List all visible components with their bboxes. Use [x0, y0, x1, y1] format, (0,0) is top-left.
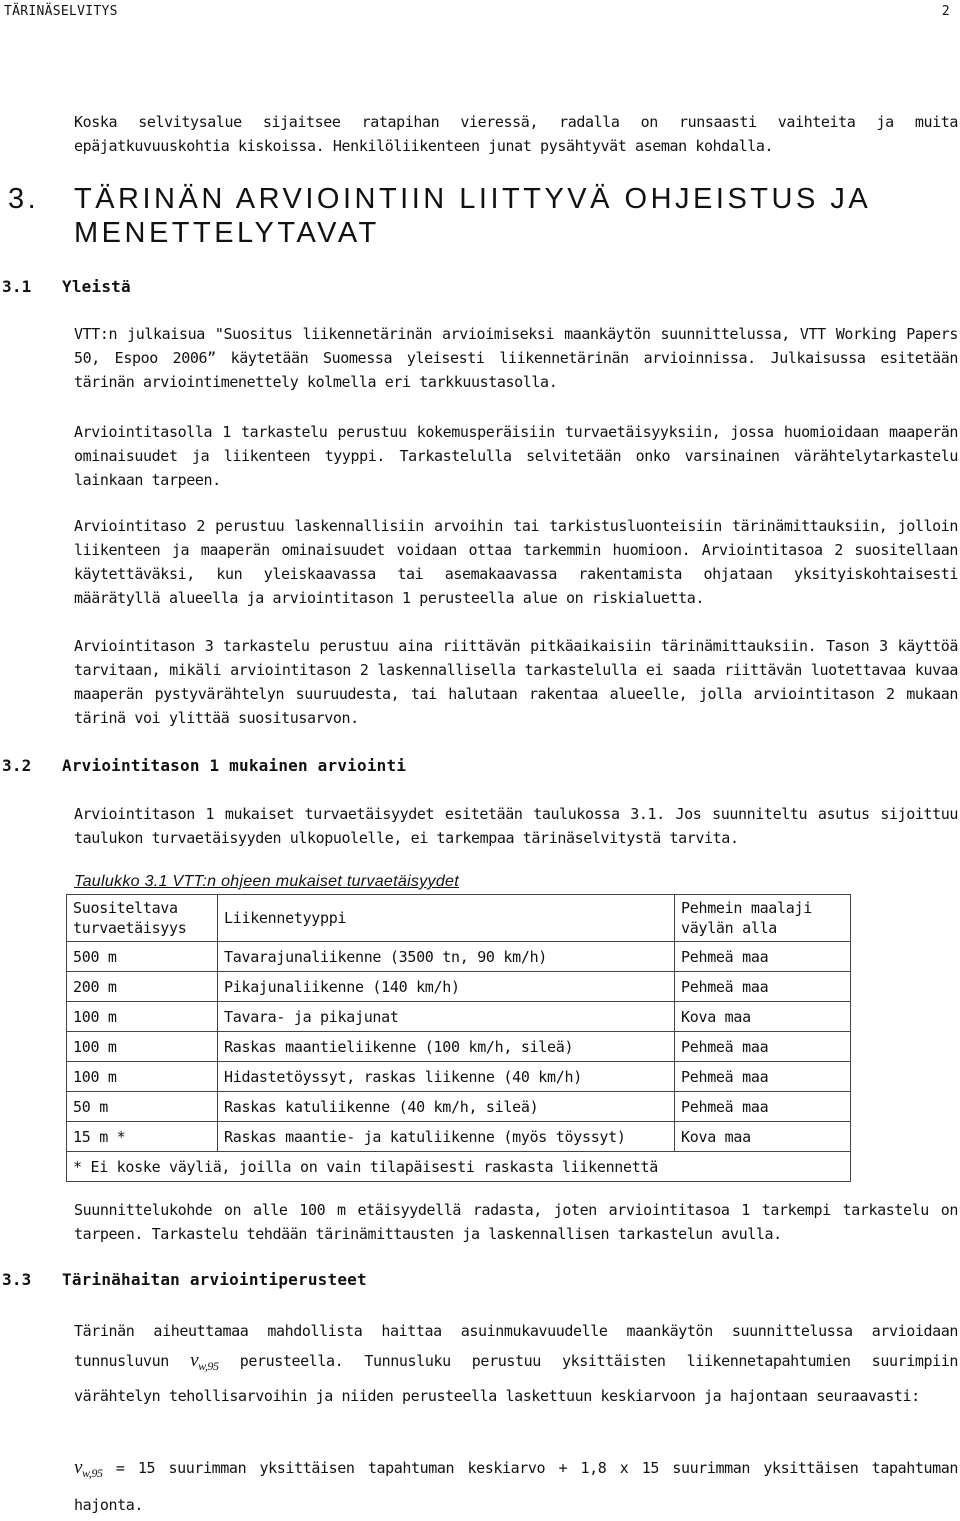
paragraph: Suunnittelukohde on alle 100 m etäisyydellä radasta, joten arviointitasoa 1 tarkempi tarkastelu on tarpeen. Tarkastelu tehdään tärinämittausten ja laskennallisen tarkastelun avulla.: [74, 1201, 958, 1243]
symbol-vw95: $v_{w,95}$: [74, 1457, 103, 1480]
table-cell: Pehmeä maa: [675, 942, 851, 972]
table-cell: Kova maa: [675, 1122, 851, 1152]
header-cell: Liikennetyyppi: [218, 895, 675, 942]
table-cell: 100 m: [67, 1002, 218, 1032]
section-title: TÄRINÄN ARVIOINTIIN LIITTYVÄ OHJEISTUS JA MENETTELYTAVAT: [74, 183, 870, 249]
table-cell: Tavarajunaliikenne (3500 tn, 90 km/h): [218, 942, 675, 972]
table-cell: 100 m: [67, 1032, 218, 1062]
table-cell: Pehmeä maa: [675, 1062, 851, 1092]
section-title: Arviointitason 1 mukainen arviointi: [62, 756, 407, 775]
paragraph: Arviointitaso 2 perustuu laskennallisiin arvoihin tai tarkistusluonteisiin tärinämittauksiin, jolloin liikenteen ja maaperän ominaisuudet voidaan ottaa tarkemmin huomioon. Arviointitasoa 2 suositellaan käytettäväksi, kun yleiskaavassa tai asemakaavassa rakentamista ohjataan yksityiskohtaisesti määrätyllä alueella ja arviointitason 1 perusteella alue on riskialuetta.: [74, 517, 958, 607]
table-footnote: * Ei koske väyliä, joilla on vain tilapäisesti raskasta liikennettä: [67, 1152, 851, 1182]
table-row: [67, 1002, 851, 1032]
table-cell: Tavara- ja pikajunat: [218, 1002, 675, 1032]
paragraph: Arviointitasolla 1 tarkastelu perustuu kokemusperäisiin turvaetäisyyksiin, jossa huomioidaan maaperän ominaisuudet ja liikenteen tyyppi. Tarkastelulla selvitetään onko varsinainen värähtelytarkastelu lainkaan tarpeen.: [74, 423, 958, 489]
section-title: Yleistä: [62, 277, 131, 296]
table-caption: Taulukko 3.1 VTT:n ohjeen mukaiset turvaetäisyydet: [74, 873, 459, 890]
table-cell: 500 m: [67, 942, 218, 972]
table-cell: Pehmeä maa: [675, 1032, 851, 1062]
paragraph: VTT:n julkaisua "Suositus liikennetärinän arvioimiseksi maankäytön suunnittelussa, VTT Working Papers 50, Espoo 2006” käytetään Suomessa yleisesti liikennetärinän arvioinnissa. Julkaisussa esitetään tärinän arviointimenettely kolmella eri tarkkuustasolla.: [74, 325, 958, 391]
table-row: [67, 1092, 851, 1122]
table-footnote-row: [67, 1152, 851, 1182]
table-cell: Pikajunaliikenne (140 km/h): [218, 972, 675, 1002]
table-row: [67, 1122, 851, 1152]
intro-paragraph: Koska selvitysalue sijaitsee ratapihan vieressä, radalla on runsaasti vaihteita ja muita epäjatkuvuuskohtia kiskoissa. Henkilöliikenteen junat pysähtyvät aseman kohdalla.: [74, 113, 958, 155]
table-cell: Pehmeä maa: [675, 1092, 851, 1122]
paragraph: Arviointitason 3 tarkastelu perustuu aina riittävän pitkäaikaisiin tärinämittauksiin. Tason 3 käyttöä tarvitaan, mikäli arviointitason 2 laskennallisella tarkastelulla ei saada riittävän luotettavaa kuvaa maaperän pystyvärähtelyn suuruudesta, tai halutaan rakentaa alueelle, jolla arviointitason 2 mukaan tärinä voi ylittää suositusarvon.: [74, 637, 958, 727]
running-header: TÄRINÄSELVITYS: [4, 4, 118, 19]
paragraph: Arviointitason 1 mukaiset turvaetäisyydet esitetään taulukossa 3.1. Jos suunniteltu asutus sijoittuu taulukon turvaetäisyyden ulkopuolelle, ei tarkempaa tärinäselvitystä tarvita.: [74, 805, 958, 847]
table-cell: 50 m: [67, 1092, 218, 1122]
section-title: Tärinähaitan arviointiperusteet: [62, 1270, 367, 1289]
table-cell: Raskas katuliikenne (40 km/h, sileä): [218, 1092, 675, 1122]
table-cell: Hidastetöyssyt, raskas liikenne (40 km/h): [218, 1062, 675, 1092]
table-row: [67, 1062, 851, 1092]
header-cell: Pehmein maalaji väylän alla: [675, 895, 851, 942]
paragraph-text: Tärinän aiheuttamaa mahdollista haittaa asuinmukavuudelle maankäytön suunnittelussa arvioidaan tunnusluvun: [74, 1322, 958, 1370]
section-number: 3.3: [2, 1270, 32, 1289]
table-row: [67, 1032, 851, 1062]
symbol-vw95: $v_{w,95}$: [190, 1350, 219, 1373]
table-cell: Kova maa: [675, 1002, 851, 1032]
section-number: 3.: [8, 183, 40, 215]
table-cell: 15 m *: [67, 1122, 218, 1152]
page-number: 2: [941, 4, 950, 19]
table-cell: Pehmeä maa: [675, 972, 851, 1002]
table-cell: Raskas maantie- ja katuliikenne (myös töyssyt): [218, 1122, 675, 1152]
formula-text: = 15 suurimman yksittäisen tapahtuman keskiarvo + 1,8 x 15 suurimman yksittäisen tapahtuman hajonta.: [74, 1459, 958, 1514]
table-cell: Raskas maantieliikenne (100 km/h, sileä): [218, 1032, 675, 1062]
table-cell: 200 m: [67, 972, 218, 1002]
paragraph: [74, 1316, 958, 1411]
table-header-row: [67, 895, 851, 942]
paragraph-text: perusteella. Tunnusluku perustuu yksittäisten liikennetapahtumien suurimpiin värähtelyn tehollisarvoihin ja niiden perusteella laskettuun keskiarvoon ja hajontaan seuraavasti:: [74, 1352, 958, 1405]
table-row: [67, 972, 851, 1002]
section-number: 3.2: [2, 756, 32, 775]
table-row: [67, 942, 851, 972]
safety-distance-table: [66, 894, 851, 1182]
section-number: 3.1: [2, 277, 32, 296]
header-cell: Suositeltava turvaetäisyys: [67, 895, 218, 942]
table-cell: 100 m: [67, 1062, 218, 1092]
